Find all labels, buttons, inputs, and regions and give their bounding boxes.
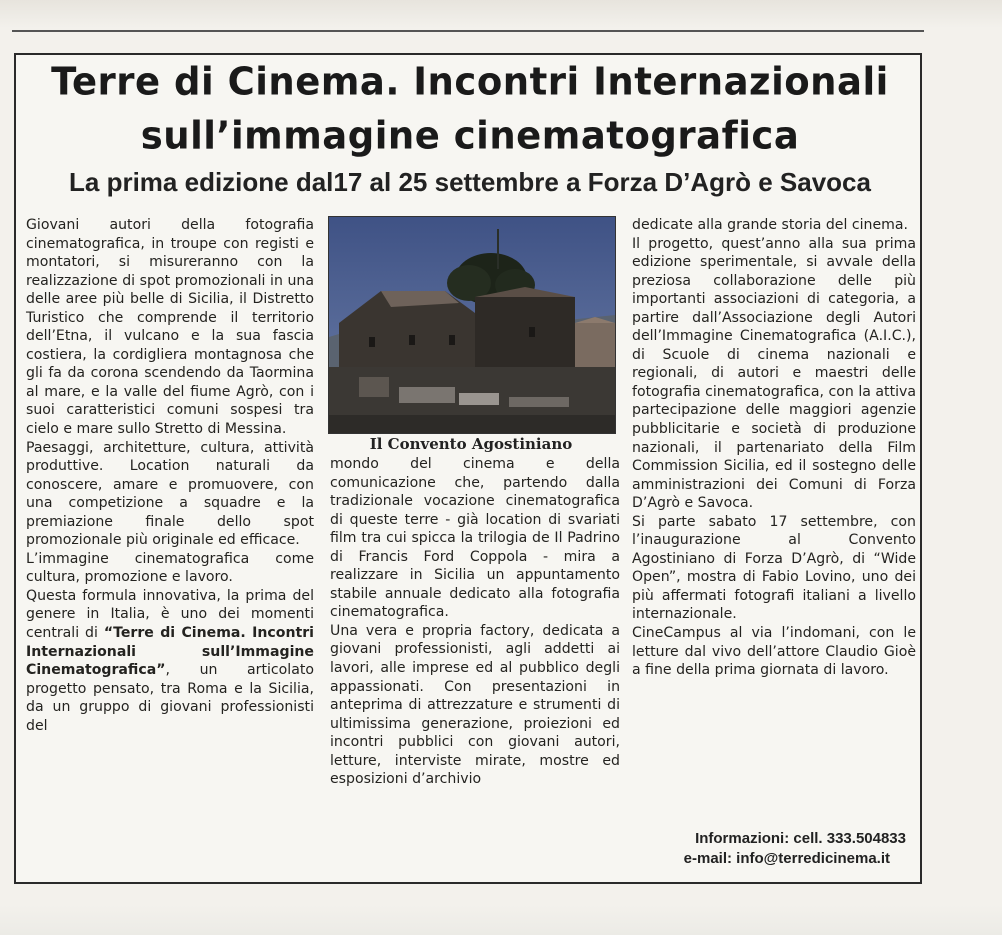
paragraph: dedicate alla grande storia del cinema. bbox=[632, 217, 908, 233]
photo-caption: Il Convento Agostiniano bbox=[369, 435, 573, 453]
headline-line-1: Terre di Cinema. Incontri Internazionali bbox=[51, 59, 889, 104]
contact-phone: Informazioni: cell. 333.504833 bbox=[695, 830, 906, 847]
convent-photo-image bbox=[329, 217, 615, 433]
page-top-edge bbox=[0, 0, 1002, 28]
paragraph: Si parte sabato 17 settembre, con l’inaugurazione al Convento Agostiniano di Forza D’Agrò, di “Wide Open”, mostra di Fabio Lovino, uno dei più affermati fotografi italiani a livello internazionale. bbox=[632, 513, 916, 623]
article-frame bbox=[14, 53, 922, 884]
column-3 bbox=[632, 216, 916, 680]
text-run: , un articolato progetto pensato, tra Roma e la Sicilia, da un gruppo di giovani professionisti del bbox=[26, 662, 314, 734]
paragraph: mondo del cinema e della comunicazione che, partendo dalla tradizionale vocazione cinematografica di queste terre - già location di svariati film tra cui spicca la trilogia de Il Padrino di Francis Ford Coppola - mira a realizzare in Sicilia un appuntamento stabile annuale dedicato alla fotografia cinematografica. bbox=[330, 456, 620, 621]
text-run: Questa formula innovativa, la prima del genere in Italia, è uno dei momenti centrali di bbox=[26, 587, 314, 642]
column-2 bbox=[330, 455, 620, 789]
paragraph: Una vera e propria factory, dedicata a giovani professionisti, agli addetti ai lavori, alle imprese ed al pubblico degli appassionati. Con presentazioni in anteprima di attrezzature e strumenti di ultimissima generazione, proiezioni ed incontri pubblici con giovani autori, letture, interviste mirate, mostre ed esposizioni d’archivio bbox=[330, 622, 620, 788]
headline-line-2: sull’immagine cinematografica bbox=[140, 113, 800, 158]
top-rule bbox=[12, 30, 924, 32]
page-bottom-edge bbox=[0, 905, 1002, 935]
contact-email: e-mail: info@terredicinema.it bbox=[683, 850, 890, 867]
paragraph: L’immagine cinematografica come cultura, promozione e lavoro. bbox=[26, 550, 314, 586]
column-1 bbox=[26, 216, 314, 735]
paragraph: Il progetto, quest’anno alla sua prima edizione sperimentale, si avvale della preziosa collaborazione delle più importanti associazioni di categoria, a partire dall’Associazione degli Autori dell’Immagine Cinematografica (A.I.C.), di Scuole di cinema nazionali e regionali, di autori e maestri delle fotografia cinematografica, con la attiva partecipazione delle maggiori agenzie pubblicitarie e società di produzione nazionali, il partenariato della Film Commission Sicilia, ed il sostegno delle amministrazioni dei Comuni di Forza D’Agrò e Savoca. bbox=[632, 235, 916, 512]
paragraph: Giovani autori della fotografia cinematografica, in troupe con registi e montatori, si misureranno con la realizzazione di spot promozionali in una delle aree più belle di Sicilia, il Distretto Turistico che comprende il territorio dell’Etna, il vulcano e la sua fascia costiera, la cordigliera montagnosa che gli fa da corona scendendo da Taormina al mare, e la valle del fiume Agrò, con i suoi caratteristici comuni sospesi tra cielo e mare sullo Stretto di Messina. bbox=[26, 217, 314, 438]
paragraph: CineCampus al via l’indomani, con le letture dal vivo dell’attore Claudio Gioè a fine della prima giornata di lavoro. bbox=[632, 625, 916, 679]
subheadline: La prima edizione dal17 al 25 settembre a Forza D’Agrò e Savoca bbox=[69, 167, 871, 197]
event-title-bold: “Terre di Cinema. Incontri Internazionali sull’Immagine Cinematografica” bbox=[26, 625, 314, 679]
paragraph: Paesaggi, architetture, cultura, attività produttive. Location naturali da conoscere, amare e promuovere, con una competizione a squadre e la premiazione finale dello spot promozionale più originale ed efficace. bbox=[26, 439, 314, 549]
convent-photo bbox=[328, 216, 616, 434]
paragraph bbox=[26, 587, 314, 735]
